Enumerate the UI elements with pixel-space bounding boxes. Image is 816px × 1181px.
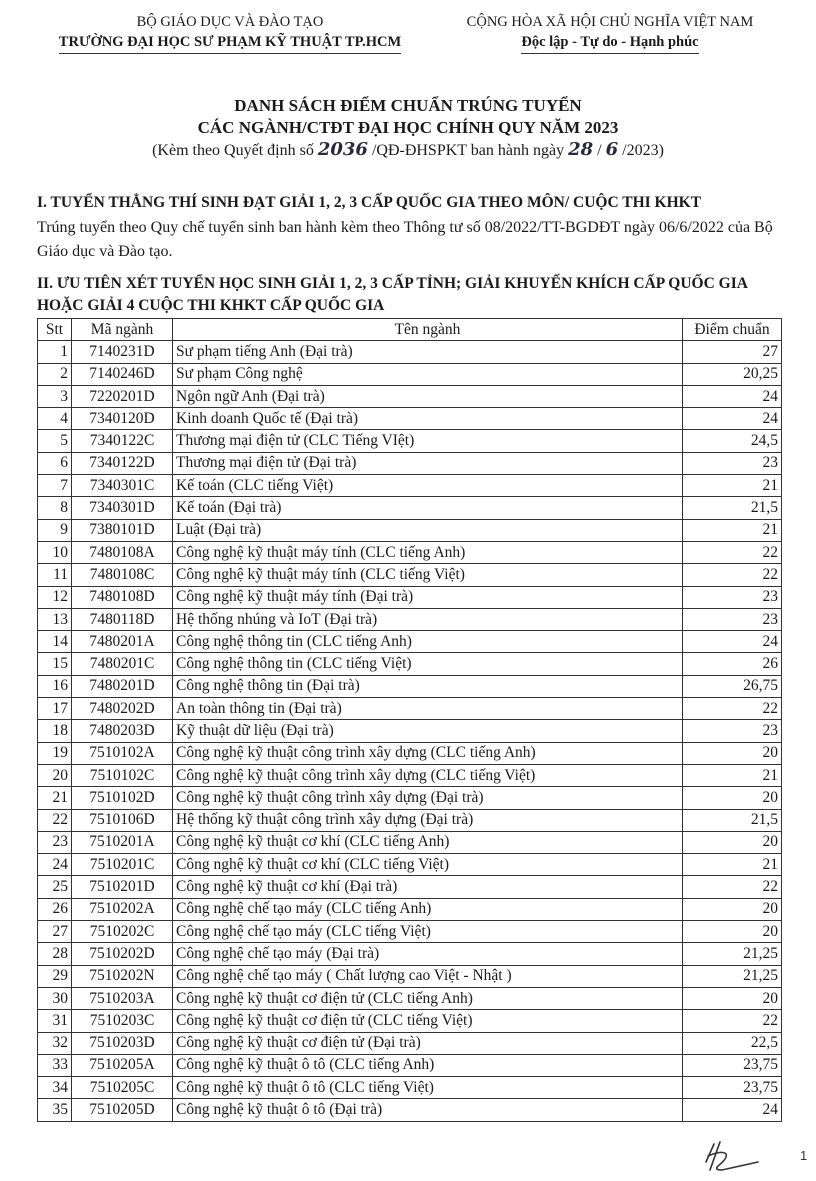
table-row (38, 475, 782, 497)
row-score: 22 (683, 541, 782, 563)
row-code: 7510203C (72, 1010, 173, 1032)
cutoff-score-table (37, 318, 782, 1122)
row-score: 26,75 (683, 675, 782, 697)
row-stt: 16 (38, 675, 72, 697)
row-stt: 18 (38, 720, 72, 742)
row-stt: 22 (38, 809, 72, 831)
row-code: 7510202N (72, 965, 173, 987)
row-stt: 19 (38, 742, 72, 764)
row-score: 20 (683, 898, 782, 920)
row-code: 7340301C (72, 475, 173, 497)
row-score: 20 (683, 987, 782, 1009)
row-name: Công nghệ thông tin (CLC tiếng Anh) (173, 631, 683, 653)
row-stt: 30 (38, 987, 72, 1009)
table-row (38, 586, 782, 608)
row-stt: 8 (38, 497, 72, 519)
column-header-stt: Stt (38, 319, 72, 341)
row-score: 23,75 (683, 1054, 782, 1076)
row-code: 7480108C (72, 564, 173, 586)
row-score: 21,25 (683, 965, 782, 987)
row-name: Công nghệ thông tin (Đại trà) (173, 675, 683, 697)
row-stt: 10 (38, 541, 72, 563)
table-row (38, 363, 782, 385)
row-code: 7510201C (72, 854, 173, 876)
row-stt: 12 (38, 586, 72, 608)
row-score: 21 (683, 854, 782, 876)
row-code: 7480108D (72, 586, 173, 608)
row-stt: 9 (38, 519, 72, 541)
row-score: 20 (683, 787, 782, 809)
row-code: 7510201D (72, 876, 173, 898)
column-header-name: Tên ngành (173, 319, 683, 341)
decision-reference: (Kèm theo Quyết định số 2036 /QĐ-ĐHSPKT ban hành ngày 28 / 6 /2023) (152, 139, 664, 160)
row-score: 22 (683, 698, 782, 720)
table-row (38, 430, 782, 452)
row-code: 7340301D (72, 497, 173, 519)
section2-heading: II. ƯU TIÊN XÉT TUYỂN HỌC SINH GIẢI 1, 2, 3 CẤP TỈNH; GIẢI KHUYẾN KHÍCH CẤP QUỐC GIA HOẶC GIẢI 4 CUỘC THI KHKT CẤP QUỐC GIA (37, 275, 748, 314)
row-name: Công nghệ kỹ thuật cơ khí (CLC tiếng Anh) (173, 831, 683, 853)
row-name: Kinh doanh Quốc tế (Đại trà) (173, 408, 683, 430)
decision-month-handwritten: 6 (605, 139, 619, 160)
row-name: Kế toán (CLC tiếng Việt) (173, 475, 683, 497)
row-stt: 15 (38, 653, 72, 675)
table-row (38, 1032, 782, 1054)
row-stt: 33 (38, 1054, 72, 1076)
row-name: Thương mại điện tử (Đại trà) (173, 452, 683, 474)
row-name: Thương mại điện tử (CLC Tiếng VIệt) (173, 430, 683, 452)
row-code: 7480202D (72, 698, 173, 720)
row-stt: 13 (38, 608, 72, 630)
row-code: 7340122C (72, 430, 173, 452)
row-code: 7510202C (72, 921, 173, 943)
row-code: 7140246D (72, 363, 173, 385)
page-number: 1 (800, 1148, 808, 1163)
row-score: 20 (683, 742, 782, 764)
row-code: 7510106D (72, 809, 173, 831)
row-score: 21 (683, 475, 782, 497)
row-code: 7380101D (72, 519, 173, 541)
column-header-score: Điểm chuẩn (683, 319, 782, 341)
row-score: 27 (683, 341, 782, 363)
row-stt: 2 (38, 363, 72, 385)
row-code: 7510205D (72, 1099, 173, 1121)
row-code: 7510102A (72, 742, 173, 764)
row-name: Công nghệ kỹ thuật cơ khí (Đại trà) (173, 876, 683, 898)
row-score: 24 (683, 1099, 782, 1121)
row-score: 21,5 (683, 809, 782, 831)
row-name: Hệ thống nhúng và IoT (Đại trà) (173, 608, 683, 630)
row-score: 24 (683, 385, 782, 407)
row-score: 22 (683, 564, 782, 586)
table-row (38, 876, 782, 898)
row-score: 23 (683, 608, 782, 630)
row-score: 21,25 (683, 943, 782, 965)
row-name: Hệ thống kỹ thuật công trình xây dựng (Đại trà) (173, 809, 683, 831)
row-name: Công nghệ kỹ thuật ô tô (Đại trà) (173, 1099, 683, 1121)
row-stt: 23 (38, 831, 72, 853)
table-row (38, 408, 782, 430)
row-score: 24 (683, 408, 782, 430)
row-code: 7480118D (72, 608, 173, 630)
row-stt: 29 (38, 965, 72, 987)
table-row (38, 987, 782, 1009)
row-code: 7510201A (72, 831, 173, 853)
table-row (38, 1099, 782, 1121)
row-stt: 21 (38, 787, 72, 809)
table-row (38, 809, 782, 831)
row-score: 26 (683, 653, 782, 675)
row-name: Công nghệ kỹ thuật cơ điện tử (CLC tiếng Việt) (173, 1010, 683, 1032)
row-score: 21 (683, 764, 782, 786)
table-row (38, 742, 782, 764)
row-score: 22 (683, 1010, 782, 1032)
table-row (38, 675, 782, 697)
row-code: 7480201A (72, 631, 173, 653)
row-score: 23,75 (683, 1077, 782, 1099)
document-title-line2: CÁC NGÀNH/CTĐT ĐẠI HỌC CHÍNH QUY NĂM 2023 (197, 118, 619, 137)
row-code: 7480203D (72, 720, 173, 742)
row-stt: 34 (38, 1077, 72, 1099)
table-row (38, 698, 782, 720)
row-score: 23 (683, 720, 782, 742)
row-score: 20 (683, 921, 782, 943)
table-row (38, 541, 782, 563)
ministry-name: BỘ GIÁO DỤC VÀ ĐÀO TẠO (136, 14, 324, 30)
table-row (38, 921, 782, 943)
table-row (38, 452, 782, 474)
row-code: 7510205C (72, 1077, 173, 1099)
row-stt: 7 (38, 475, 72, 497)
table-row (38, 385, 782, 407)
row-name: Luật (Đại trà) (173, 519, 683, 541)
row-score: 20,25 (683, 363, 782, 385)
table-header-row (38, 319, 782, 341)
row-code: 7480108A (72, 541, 173, 563)
row-name: Công nghệ thông tin (CLC tiếng Việt) (173, 653, 683, 675)
row-name: Công nghệ kỹ thuật ô tô (CLC tiếng Việt) (173, 1077, 683, 1099)
row-name: Công nghệ kỹ thuật công trình xây dựng (CLC tiếng Việt) (173, 764, 683, 786)
row-score: 23 (683, 452, 782, 474)
row-stt: 3 (38, 385, 72, 407)
row-name: Công nghệ chế tạo máy (CLC tiếng Anh) (173, 898, 683, 920)
ministry-header (40, 12, 420, 54)
row-name: Công nghệ kỹ thuật cơ điện tử (Đại trà) (173, 1032, 683, 1054)
national-motto-title: CỘNG HÒA XÃ HỘI CHỦ NGHĨA VIỆT NAM (466, 14, 754, 30)
row-score: 23 (683, 586, 782, 608)
table-row (38, 341, 782, 363)
table-row (38, 943, 782, 965)
row-code: 7480201D (72, 675, 173, 697)
row-name: Công nghệ chế tạo máy ( Chất lượng cao Việt - Nhật ) (173, 965, 683, 987)
row-code: 7480201C (72, 653, 173, 675)
row-code: 7510203D (72, 1032, 173, 1054)
row-name: Công nghệ chế tạo máy (Đại trà) (173, 943, 683, 965)
table-row (38, 519, 782, 541)
row-stt: 4 (38, 408, 72, 430)
row-code: 7510202D (72, 943, 173, 965)
row-name: Công nghệ kỹ thuật cơ điện tử (CLC tiếng Anh) (173, 987, 683, 1009)
row-stt: 24 (38, 854, 72, 876)
table-row (38, 764, 782, 786)
row-code: 7510205A (72, 1054, 173, 1076)
row-name: Công nghệ kỹ thuật cơ khí (CLC tiếng Việt) (173, 854, 683, 876)
table-row (38, 1077, 782, 1099)
row-stt: 26 (38, 898, 72, 920)
row-name: Công nghệ kỹ thuật ô tô (CLC tiếng Anh) (173, 1054, 683, 1076)
row-score: 24 (683, 631, 782, 653)
table-row (38, 608, 782, 630)
row-code: 7510203A (72, 987, 173, 1009)
row-stt: 35 (38, 1099, 72, 1121)
row-stt: 31 (38, 1010, 72, 1032)
row-code: 7510202A (72, 898, 173, 920)
row-stt: 14 (38, 631, 72, 653)
table-row (38, 1054, 782, 1076)
signature-initials-icon (700, 1140, 770, 1181)
row-name: An toàn thông tin (Đại trà) (173, 698, 683, 720)
row-name: Kỹ thuật dữ liệu (Đại trà) (173, 720, 683, 742)
row-stt: 28 (38, 943, 72, 965)
university-name: TRƯỜNG ĐẠI HỌC SƯ PHẠM KỸ THUẬT TP.HCM (59, 32, 401, 54)
table-row (38, 831, 782, 853)
table-row (38, 1010, 782, 1032)
decision-number-handwritten: 2036 (317, 139, 368, 160)
row-stt: 1 (38, 341, 72, 363)
table-row (38, 787, 782, 809)
row-stt: 20 (38, 764, 72, 786)
section1-body: Trúng tuyển theo Quy chế tuyển sinh ban hành kèm theo Thông tư số 08/2022/TT-BGDĐT ngày 06/6/2022 của Bộ Giáo dục và Đào tạo. (37, 219, 773, 260)
decision-day-handwritten: 28 (568, 139, 594, 160)
row-name: Kế toán (Đại trà) (173, 497, 683, 519)
national-motto: Độc lập - Tự do - Hạnh phúc (521, 32, 698, 54)
row-code: 7340122D (72, 452, 173, 474)
national-header (430, 12, 790, 54)
row-code: 7140231D (72, 341, 173, 363)
row-stt: 25 (38, 876, 72, 898)
row-stt: 32 (38, 1032, 72, 1054)
row-name: Công nghệ kỹ thuật công trình xây dựng (Đại trà) (173, 787, 683, 809)
table-row (38, 631, 782, 653)
row-stt: 11 (38, 564, 72, 586)
row-code: 7510102C (72, 764, 173, 786)
table-row (38, 653, 782, 675)
table-row (38, 720, 782, 742)
table-row (38, 898, 782, 920)
row-name: Công nghệ kỹ thuật máy tính (CLC tiếng Việt) (173, 564, 683, 586)
row-name: Công nghệ kỹ thuật máy tính (CLC tiếng Anh) (173, 541, 683, 563)
row-stt: 17 (38, 698, 72, 720)
column-header-code: Mã ngành (72, 319, 173, 341)
document-title-line1: DANH SÁCH ĐIỂM CHUẨN TRÚNG TUYỂN (234, 96, 582, 115)
row-name: Sư phạm tiếng Anh (Đại trà) (173, 341, 683, 363)
row-score: 21,5 (683, 497, 782, 519)
table-row (38, 497, 782, 519)
table-row (38, 854, 782, 876)
row-name: Sư phạm Công nghệ (173, 363, 683, 385)
row-name: Công nghệ kỹ thuật công trình xây dựng (CLC tiếng Anh) (173, 742, 683, 764)
row-name: Ngôn ngữ Anh (Đại trà) (173, 385, 683, 407)
row-stt: 6 (38, 452, 72, 474)
row-code: 7510102D (72, 787, 173, 809)
row-score: 21 (683, 519, 782, 541)
row-score: 24,5 (683, 430, 782, 452)
row-stt: 5 (38, 430, 72, 452)
row-name: Công nghệ kỹ thuật máy tính (Đại trà) (173, 586, 683, 608)
row-score: 22 (683, 876, 782, 898)
row-stt: 27 (38, 921, 72, 943)
table-row (38, 965, 782, 987)
row-code: 7220201D (72, 385, 173, 407)
row-name: Công nghệ chế tạo máy (CLC tiếng Việt) (173, 921, 683, 943)
row-code: 7340120D (72, 408, 173, 430)
row-score: 22,5 (683, 1032, 782, 1054)
table-row (38, 564, 782, 586)
section1-heading: I. TUYỂN THẲNG THÍ SINH ĐẠT GIẢI 1, 2, 3 CẤP QUỐC GIA THEO MÔN/ CUỘC THI KHKT (37, 194, 702, 211)
row-score: 20 (683, 831, 782, 853)
